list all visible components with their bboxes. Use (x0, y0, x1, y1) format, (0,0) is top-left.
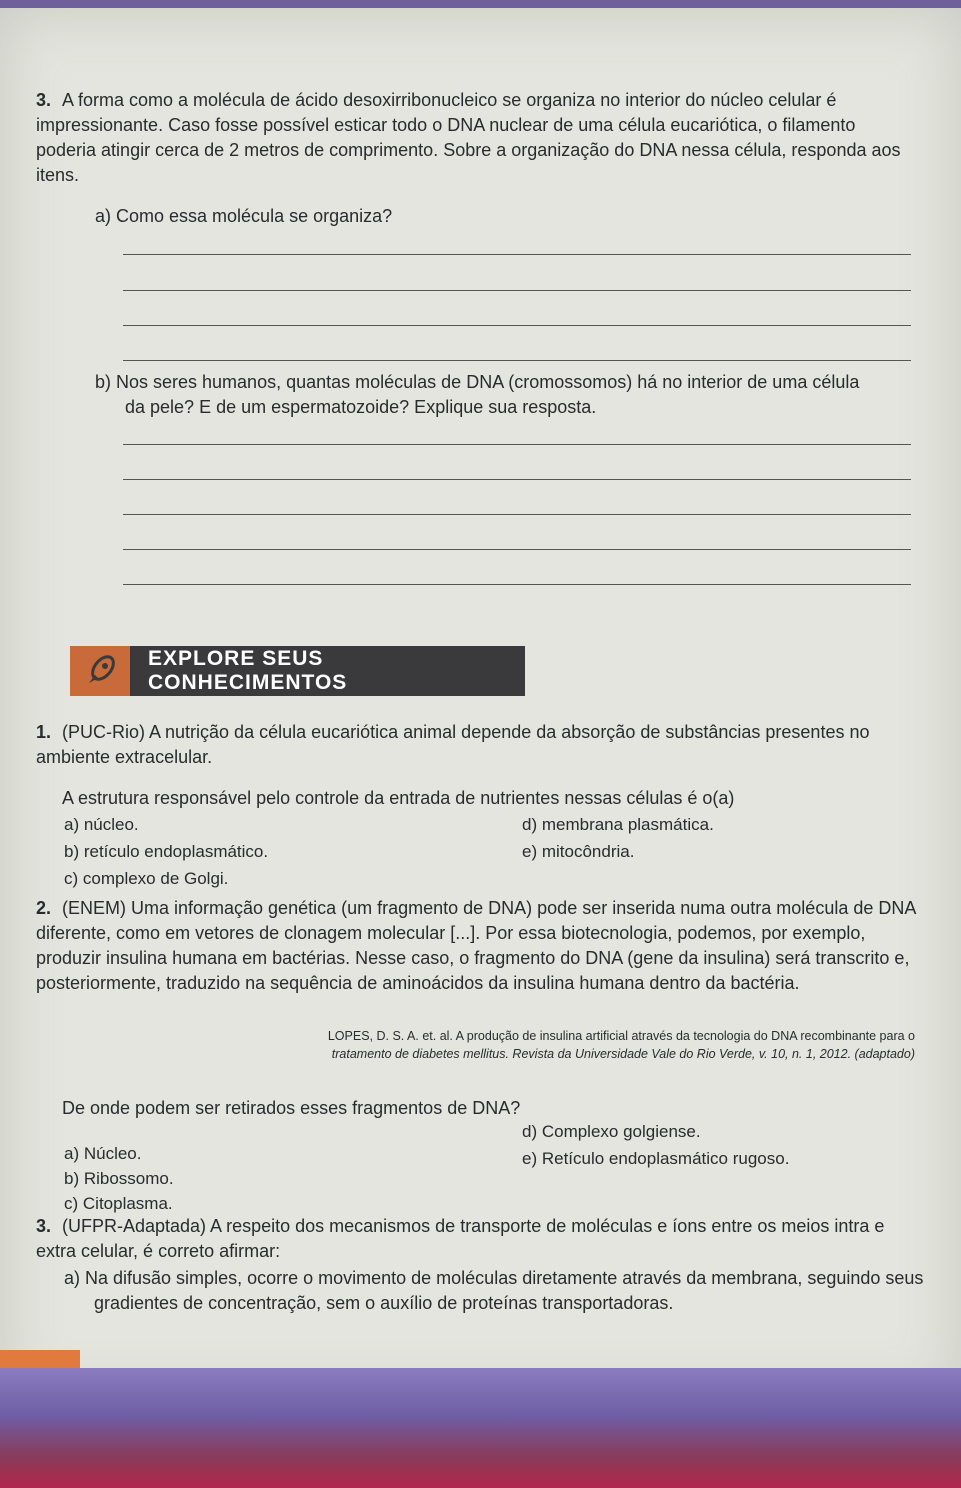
option-a[interactable]: a) núcleo. (64, 815, 139, 834)
answer-line[interactable] (123, 549, 911, 550)
answer-line[interactable] (123, 325, 911, 326)
exercise-number: 1. (36, 722, 52, 742)
exercise-number: 3. (36, 1216, 52, 1236)
answer-line[interactable] (123, 254, 911, 255)
rocket-icon (70, 646, 132, 696)
option-d[interactable]: d) membrana plasmática. (522, 815, 714, 834)
exercise-text: (ENEM) Uma informação genética (um fragmento de DNA) pode ser inserida numa outra molécula de DNA diferente, como em vetores de clonagem molecular [...]. Por essa biotecnologia, podemos, por exemplo, produzir insulina humana em bactérias. Nesse caso, o fragmento do DNA (gene da insulina) será transcrito e, posteriormente, traduzido na sequência de aminoácidos da insulina humana dentro da bactéria. (36, 898, 916, 993)
answer-line[interactable] (123, 290, 911, 291)
exercise-text: (PUC-Rio) A nutrição da célula eucariótica animal depende da absorção de substâncias presentes no ambiente extracelular. (36, 722, 870, 767)
option-b[interactable]: b) retículo endoplasmático. (64, 842, 269, 861)
exercise-2 (36, 896, 916, 996)
exercise-number: 2. (36, 898, 52, 918)
question-text: A forma como a molécula de ácido desoxirribonucleico se organiza no interior do núcleo celular é impressionante. Caso fosse possível esticar todo o DNA nuclear de uma célula eucariótica, o filamento poderia atingir cerca de 2 metros de comprimento. Sobre a organização do DNA nessa célula, responda aos itens. (36, 90, 901, 185)
banner-title: EXPLORE SEUS CONHECIMENTOS (130, 646, 525, 696)
question-3b-line1: b) Nos seres humanos, quantas moléculas de DNA (cromossomos) há no interior de uma célula (95, 372, 860, 392)
question-3b-line2: da pele? E de um espermatozoide? Explique sua resposta. (125, 397, 597, 417)
exercise-2-prompt: De onde podem ser retirados esses fragmentos de DNA? (62, 1098, 521, 1118)
question-3a: a) Como essa molécula se organiza? (95, 206, 393, 226)
exercise-3-option-a[interactable]: a) Na difusão simples, ocorre o movimento de moléculas diretamente através da membrana, seguindo seus gradientes de concentração, sem o auxílio de proteínas transportadoras. (64, 1268, 924, 1313)
answer-line[interactable] (123, 360, 911, 361)
question-3b (95, 370, 915, 420)
answer-line[interactable] (123, 514, 911, 515)
book-page (0, 8, 961, 1403)
section-banner (70, 646, 525, 696)
answer-line[interactable] (123, 479, 911, 480)
reference-line1: LOPES, D. S. A. et. al. A produção de insulina artificial através da tecnologia do DNA recombinante para o (327, 1029, 915, 1043)
exercise-3 (36, 1214, 916, 1264)
question-number: 3. (36, 90, 52, 110)
answer-line[interactable] (123, 444, 911, 445)
background-blanket (0, 1368, 961, 1488)
exercise-1 (36, 720, 916, 770)
option-b[interactable]: b) Ribossomo. (64, 1169, 174, 1188)
option-d[interactable]: d) Complexo golgiense. (522, 1122, 701, 1141)
option-c[interactable]: c) complexo de Golgi. (64, 869, 229, 888)
exercise-text: (UFPR-Adaptada) A respeito dos mecanismos de transporte de moléculas e íons entre os meios intra e extra celular, é correto afirmar: (36, 1216, 885, 1261)
option-a[interactable]: a) Núcleo. (64, 1144, 142, 1163)
reference-line2: tratamento de diabetes mellitus. Revista da Universidade Vale do Rio Verde, v. 10, n. 1, 2012. (adaptado) (331, 1047, 915, 1061)
option-c[interactable]: c) Citoplasma. (64, 1194, 173, 1213)
answer-line[interactable] (123, 584, 911, 585)
option-e[interactable]: e) mitocôndria. (522, 842, 635, 861)
question-3 (36, 88, 916, 188)
exercise-1-prompt: A estrutura responsável pelo controle da entrada de nutrientes nessas células é o(a) (62, 788, 735, 808)
option-e[interactable]: e) Retículo endoplasmático rugoso. (522, 1149, 790, 1168)
